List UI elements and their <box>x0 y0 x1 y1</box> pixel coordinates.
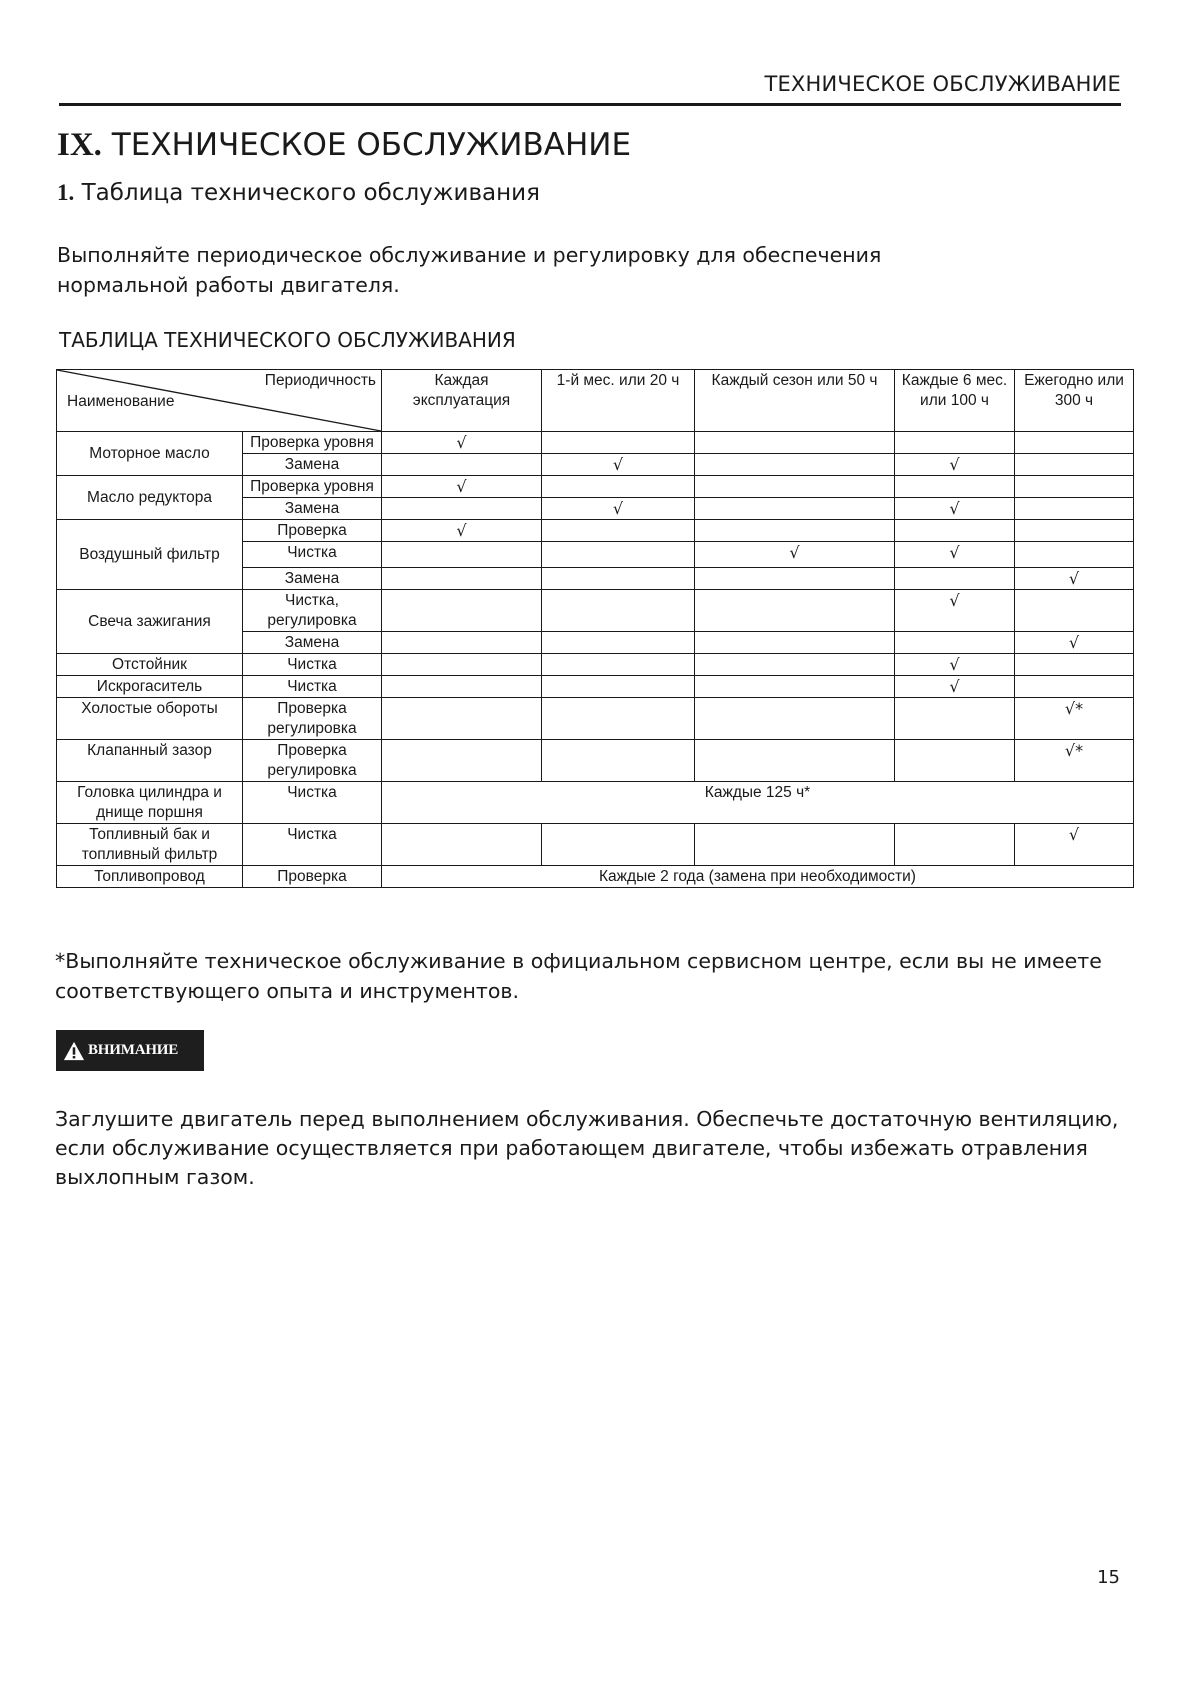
item-name-cell: Масло редуктора <box>57 476 243 520</box>
check-cell: √ <box>542 454 695 476</box>
page-number: 15 <box>1097 1567 1120 1588</box>
table-row <box>57 740 1134 782</box>
section-title <box>57 180 540 206</box>
empty-cell <box>382 632 542 654</box>
action-cell: Чистка <box>243 824 382 866</box>
empty-cell <box>695 824 895 866</box>
action-cell: Проверка <box>243 866 382 888</box>
check-cell: √ <box>542 498 695 520</box>
check-cell: √ <box>895 542 1015 568</box>
section-number: 1. <box>57 180 75 205</box>
empty-cell <box>542 632 695 654</box>
table-corner-cell <box>57 370 382 432</box>
empty-cell <box>695 568 895 590</box>
check-cell: √ <box>895 454 1015 476</box>
empty-cell <box>1015 520 1134 542</box>
empty-cell <box>1015 590 1134 632</box>
check-cell: √ <box>382 476 542 498</box>
empty-cell <box>1015 476 1134 498</box>
empty-cell <box>382 498 542 520</box>
item-name-cell: Воздушный фильтр <box>57 520 243 590</box>
action-cell: Замена <box>243 632 382 654</box>
chapter-title-text: ТЕХНИЧЕСКОЕ ОБСЛУЖИВАНИЕ <box>111 127 632 163</box>
empty-cell <box>1015 654 1134 676</box>
empty-cell <box>695 676 895 698</box>
column-header: Каждый сезон или 50 ч <box>695 370 895 432</box>
table-row <box>57 654 1134 676</box>
empty-cell <box>382 568 542 590</box>
check-cell: √ <box>695 542 895 568</box>
check-cell: √ <box>1015 568 1134 590</box>
span-cell-2years: Каждые 2 года (замена при необходимости) <box>382 866 1134 888</box>
empty-cell <box>1015 432 1134 454</box>
check-cell: √ <box>382 432 542 454</box>
empty-cell <box>895 632 1015 654</box>
warning-badge <box>56 1030 204 1071</box>
empty-cell <box>695 476 895 498</box>
empty-cell <box>695 432 895 454</box>
action-cell: Чистка <box>243 782 382 824</box>
header-rule <box>59 103 1121 106</box>
action-cell: Чистка <box>243 654 382 676</box>
action-cell: Проверка регулировка <box>243 698 382 740</box>
empty-cell <box>542 432 695 454</box>
chapter-number: IX. <box>57 127 102 163</box>
empty-cell <box>1015 676 1134 698</box>
empty-cell <box>695 698 895 740</box>
empty-cell <box>542 676 695 698</box>
empty-cell <box>382 698 542 740</box>
action-cell: Проверка <box>243 520 382 542</box>
empty-cell <box>382 454 542 476</box>
check-cell: √ <box>895 654 1015 676</box>
column-header: Каждые 6 мес. или 100 ч <box>895 370 1015 432</box>
empty-cell <box>542 520 695 542</box>
column-header: Ежегодно или 300 ч <box>1015 370 1134 432</box>
empty-cell <box>1015 454 1134 476</box>
table-header-row <box>57 370 1134 432</box>
table-row <box>57 782 1134 824</box>
warning-label: ВНИМАНИЕ <box>88 1042 179 1058</box>
empty-cell <box>382 740 542 782</box>
table-caption: ТАБЛИЦА ТЕХНИЧЕСКОГО ОБСЛУЖИВАНИЯ <box>59 328 516 352</box>
table-row <box>57 520 1134 542</box>
column-header: 1-й мес. или 20 ч <box>542 370 695 432</box>
empty-cell <box>895 698 1015 740</box>
check-cell: √ <box>895 590 1015 632</box>
empty-cell <box>1015 498 1134 520</box>
warning-triangle-icon <box>63 1040 85 1062</box>
empty-cell <box>382 654 542 676</box>
item-name-cell: Головка цилиндра и днище поршня <box>57 782 243 824</box>
check-cell: √* <box>1015 740 1134 782</box>
empty-cell <box>695 520 895 542</box>
empty-cell <box>695 590 895 632</box>
action-cell: Замена <box>243 568 382 590</box>
table-row <box>57 432 1134 454</box>
empty-cell <box>382 590 542 632</box>
empty-cell <box>695 632 895 654</box>
item-name-cell: Топливопровод <box>57 866 243 888</box>
intro-paragraph <box>57 240 1017 300</box>
action-cell: Проверка регулировка <box>243 740 382 782</box>
empty-cell <box>1015 542 1134 568</box>
corner-name-label: Наименование <box>67 393 175 410</box>
span-cell-125h: Каждые 125 ч* <box>382 782 1134 824</box>
empty-cell <box>382 542 542 568</box>
table-row <box>57 698 1134 740</box>
empty-cell <box>542 698 695 740</box>
empty-cell <box>895 476 1015 498</box>
empty-cell <box>895 432 1015 454</box>
intro-line-2: нормальной работы двигателя. <box>57 273 400 297</box>
empty-cell <box>895 520 1015 542</box>
empty-cell <box>695 454 895 476</box>
check-cell: √ <box>1015 632 1134 654</box>
empty-cell <box>542 824 695 866</box>
empty-cell <box>382 824 542 866</box>
item-name-cell: Холостые обороты <box>57 698 243 740</box>
item-name-cell: Моторное масло <box>57 432 243 476</box>
corner-period-label: Периодичность <box>264 372 376 389</box>
check-cell: √ <box>382 520 542 542</box>
empty-cell <box>895 824 1015 866</box>
empty-cell <box>895 740 1015 782</box>
item-name-cell: Отстойник <box>57 654 243 676</box>
empty-cell <box>695 740 895 782</box>
table-row <box>57 676 1134 698</box>
check-cell: √ <box>895 676 1015 698</box>
check-cell: √ <box>1015 824 1134 866</box>
item-name-cell: Клапанный зазор <box>57 740 243 782</box>
empty-cell <box>895 568 1015 590</box>
action-cell: Чистка <box>243 676 382 698</box>
action-cell: Чистка, регулировка <box>243 590 382 632</box>
check-cell: √* <box>1015 698 1134 740</box>
action-cell: Замена <box>243 454 382 476</box>
section-title-text: Таблица технического обслуживания <box>81 180 540 206</box>
chapter-title <box>57 127 631 164</box>
intro-line-1: Выполняйте периодическое обслуживание и регулировку для обеспечения <box>57 243 882 267</box>
empty-cell <box>382 676 542 698</box>
empty-cell <box>542 654 695 676</box>
table-row <box>57 476 1134 498</box>
empty-cell <box>542 476 695 498</box>
table-row <box>57 590 1134 632</box>
maintenance-table <box>56 369 1134 888</box>
action-cell: Проверка уровня <box>243 432 382 454</box>
warning-text: Заглушите двигатель перед выполнением обслуживания. Обеспечьте достаточную вентиляцию, если обслуживание осуществляется при работающем двигателе, чтобы избежать отравления выхлопным газом. <box>55 1107 1119 1189</box>
empty-cell <box>695 498 895 520</box>
item-name-cell: Свеча зажигания <box>57 590 243 654</box>
action-cell: Чистка <box>243 542 382 568</box>
empty-cell <box>542 542 695 568</box>
empty-cell <box>542 568 695 590</box>
check-cell: √ <box>895 498 1015 520</box>
table-row <box>57 824 1134 866</box>
item-name-cell: Топливный бак и топливный фильтр <box>57 824 243 866</box>
footnote: *Выполняйте техническое обслуживание в официальном сервисном центре, если вы не имеете соответствующего опыта и инструментов. <box>55 949 1102 1003</box>
empty-cell <box>695 654 895 676</box>
action-cell: Проверка уровня <box>243 476 382 498</box>
empty-cell <box>542 740 695 782</box>
column-header: Каждая эксплуатация <box>382 370 542 432</box>
empty-cell <box>542 590 695 632</box>
item-name-cell: Искрогаситель <box>57 676 243 698</box>
table-row <box>57 866 1134 888</box>
action-cell: Замена <box>243 498 382 520</box>
running-header: ТЕХНИЧЕСКОЕ ОБСЛУЖИВАНИЕ <box>764 72 1121 96</box>
